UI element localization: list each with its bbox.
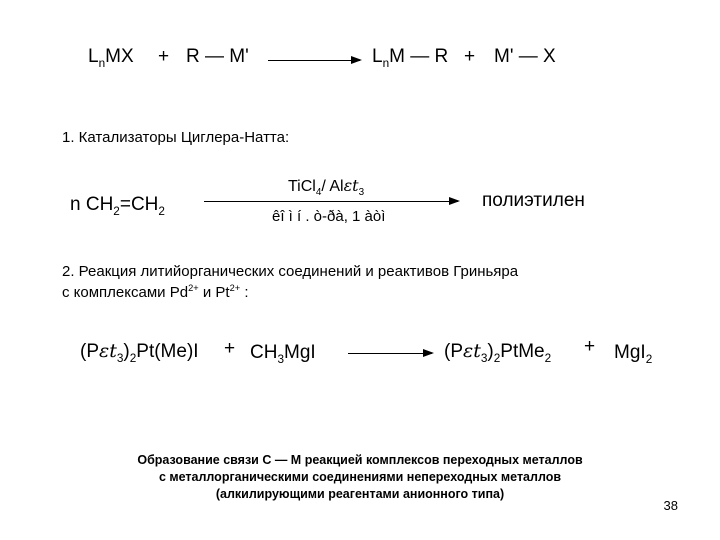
- reaction1-arrow: [268, 60, 360, 61]
- reaction1-reactant1: $L_nMX$: [88, 46, 134, 70]
- item2-plus-2: +: [584, 336, 596, 357]
- reaction1-product1: $L_nM$ — R: [372, 46, 449, 70]
- item2-plus: +: [224, 338, 236, 359]
- page-number: 38: [663, 498, 678, 513]
- caption: [60, 452, 660, 503]
- caption-line1: Образование связи С — М реакцией комплексов переходных металлов: [137, 453, 583, 467]
- item1-heading: 1. Катализаторы Циглера-Натта:: [62, 129, 290, 146]
- item1-arrow: [204, 201, 458, 202]
- item1-product: полиэтилен: [482, 190, 585, 211]
- reaction1-product2: M' — X: [494, 46, 556, 67]
- caption-line3: (алкилирующими реагентами анионного типа): [215, 487, 505, 501]
- item2-reactant1: $(P\varepsilon t_3)_2Pt(Me)I$: [80, 340, 199, 365]
- item2-arrow: [348, 353, 432, 354]
- item2-heading-line1: 2. Реакция литийорганических соединений и реактивов Гриньяра: [62, 263, 519, 280]
- item1-reactant: n $CH_2=CH_2$: [70, 194, 165, 218]
- reaction1-plus: +: [158, 46, 170, 67]
- item2-reactant2: $CH_3MgI$: [250, 342, 316, 366]
- caption-line2: с металлорганическими соединениями непереходных металлов: [158, 470, 562, 484]
- item2-product1: $(P\varepsilon t_3)_2PtMe_2$: [444, 340, 552, 365]
- item2-product2: MgI$_2$: [614, 342, 653, 366]
- reaction1-reactant2: R — M': [186, 46, 249, 67]
- item1-condition-bottom: êî ì í . ò-ðà, 1 àòì: [272, 208, 386, 225]
- item2-heading-line2: с комплексами $Pd^{2+}$ и $Pt^{2+}$ :: [62, 283, 249, 301]
- item1-condition-top: TiCl$_4$/ Alεt$_3$: [288, 176, 365, 199]
- reaction1-plus-2: +: [464, 46, 476, 67]
